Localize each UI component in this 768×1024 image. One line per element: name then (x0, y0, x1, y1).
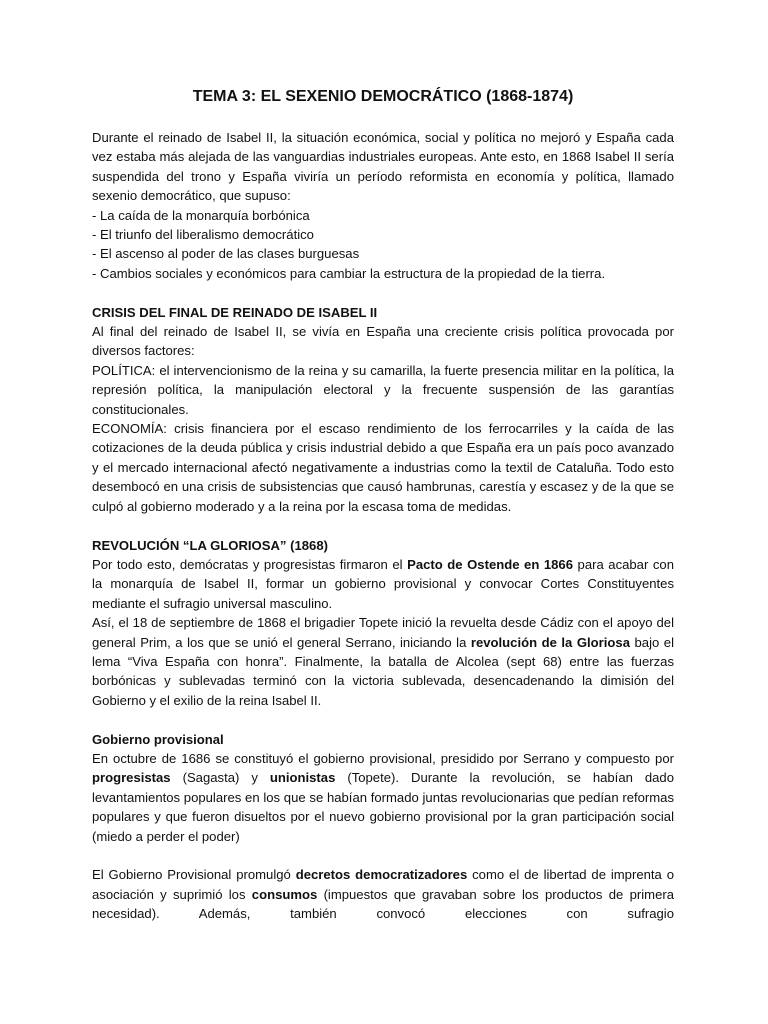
section-heading-gobierno: Gobierno provisional (92, 731, 224, 747)
crisis-paragraph-intro: Al final del reinado de Isabel II, se vivía en España una creciente crisis política provocada por diversos factores: (92, 324, 674, 359)
bold-text-run: Pacto de Ostende en 1866 (407, 556, 573, 572)
bold-text-run: revolución de la Gloriosa (470, 634, 630, 650)
document-title: TEMA 3: EL SEXENIO DEMOCRÁTICO (1868-1874) (192, 88, 574, 105)
text-run: Así, el 18 de septiembre de 1868 el brigadier Topete inició la revuelta desde Cádiz con el apoyo del general Prim, a los que se unió el general Serrano, iniciando la (92, 615, 674, 650)
text-run: (Sagasta) y (170, 770, 270, 786)
revolucion-paragraph-1 (92, 555, 674, 613)
text-run: para acabar con la monarquía de Isabel II, formar un gobierno provisional y convocar Cortes Constituyentes mediante el sufragio universal masculino. (92, 556, 674, 611)
section-heading-crisis: CRISIS DEL FINAL DE REINADO DE ISABEL II (92, 304, 378, 320)
text-run: bajo el lema “Viva España con honra”. Finalmente, la batalla de Alcolea (sept 68) entre las fuerzas borbónicas y sublevadas terminó con la victoria sublevada, desencadenando la dimisión del Gobierno y el exilio de la reina Isabel II. (92, 634, 674, 708)
intro-paragraph: Durante el reinado de Isabel II, la situación económica, social y política no mejoró y España cada vez estaba más alejada de las vanguardias industriales europeas. Ante esto, en 1868 Isabel II sería suspendida del trono y España viviría un período reformista en economía y política, llamado sexenio democrático, que supuso: (92, 130, 674, 204)
crisis-paragraph-politica: POLÍTICA: el intervencionismo de la reina y su camarilla, la fuerte presencia militar en la política, la represión política, la manipulación electoral y la frecuente suspensión de las garantías constitucionales. (92, 362, 674, 417)
intro-list-item: - La caída de la monarquía borbónica (92, 207, 310, 223)
spacer (92, 846, 674, 865)
spacer (92, 710, 674, 729)
text-run: El Gobierno Provisional promulgó (92, 867, 296, 883)
bold-text-run: unionistas (269, 770, 336, 786)
document-page (92, 88, 674, 924)
revolucion-paragraph-2 (92, 613, 674, 710)
bold-text-run: progresistas (92, 770, 171, 786)
text-run: (Topete). Durante la revolución, se habían dado levantamientos populares en los que se habían formado juntas revolucionarias que pedían reformas populares y que fueron disueltos por el nuevo gobierno provisional por la gran participación social (miedo a perder el poder) (92, 770, 674, 844)
spacer (92, 516, 674, 535)
section-heading-revolucion: REVOLUCIÓN “LA GLORIOSA” (1868) (92, 537, 328, 553)
intro-list-item: - Cambios sociales y económicos para cambiar la estructura de la propiedad de la tierra. (92, 265, 606, 281)
gobierno-paragraph-1 (92, 749, 674, 846)
text-run: En octubre de 1686 se constituyó el gobierno provisional, presidido por Serrano y compuesto por (92, 750, 674, 766)
bold-text-run: decretos democratizadores (295, 867, 468, 883)
intro-list-item: - El triunfo del liberalismo democrático (92, 227, 314, 243)
intro-list-item: - El ascenso al poder de las clases burguesas (92, 246, 360, 262)
text-run: (impuestos que gravaban sobre los productos de primera necesidad). Además, también convocó elecciones con sufragio (92, 886, 675, 922)
crisis-paragraph-economia: ECONOMÍA: crisis financiera por el escaso rendimiento de los ferrocarriles y la caída de las cotizaciones de la deuda pública y crisis industrial debido a que España era un país poco avanzado y el mercado internacional afectó negativamente a industrias como la textil de Cataluña. Todo esto desembocó en una crisis de subsistencias que causó hambrunas, carestía y escasez y de la que se culpó al gobierno moderado y a la reina por la escasa toma de medidas. (92, 421, 674, 514)
spacer (92, 283, 674, 302)
text-run: Por todo esto, demócratas y progresistas firmaron el (92, 556, 408, 572)
gobierno-paragraph-2 (92, 865, 674, 923)
bold-text-run: consumos (251, 886, 318, 902)
text-run: como el de libertad de imprenta o asociación y suprimió los (92, 867, 674, 902)
